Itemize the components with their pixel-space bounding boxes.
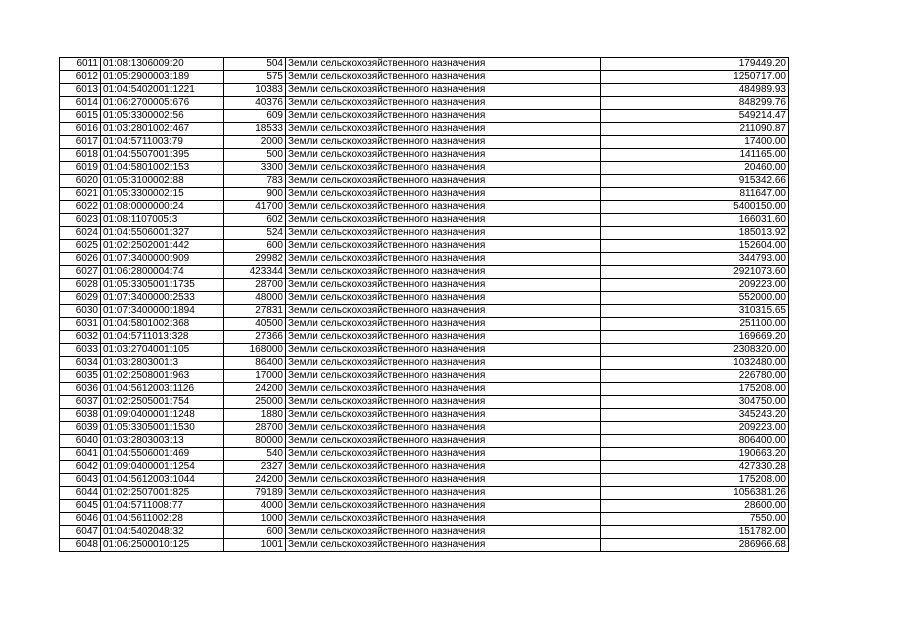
cadastral-number-cell: 01:04:5402001:1221 <box>101 84 224 97</box>
area-cell: 900 <box>224 188 286 201</box>
cadastral-number-cell: 01:04:5711008:77 <box>101 500 224 513</box>
table-row <box>60 136 789 149</box>
land-category-cell: Земли сельскохозяйственного назначения <box>286 240 601 253</box>
cadastral-number-cell: 01:03:2801002:467 <box>101 123 224 136</box>
cadastral-value-cell: 20460.00 <box>601 162 789 175</box>
cadastral-number-cell: 01:02:2502001:442 <box>101 240 224 253</box>
row-number-cell: 6028 <box>60 279 101 292</box>
land-category-cell: Земли сельскохозяйственного назначения <box>286 266 601 279</box>
row-number-cell: 6017 <box>60 136 101 149</box>
cadastral-number-cell: 01:09:0400001:1248 <box>101 409 224 422</box>
cadastral-value-cell: 1032480.00 <box>601 357 789 370</box>
row-number-cell: 6019 <box>60 162 101 175</box>
area-cell: 575 <box>224 71 286 84</box>
area-cell: 1880 <box>224 409 286 422</box>
row-number-cell: 6046 <box>60 513 101 526</box>
table-row <box>60 279 789 292</box>
cadastral-number-cell: 01:04:5612003:1044 <box>101 474 224 487</box>
area-cell: 4000 <box>224 500 286 513</box>
row-number-cell: 6035 <box>60 370 101 383</box>
cadastral-value-cell: 151782.00 <box>601 526 789 539</box>
cadastral-value-cell: 251100.00 <box>601 318 789 331</box>
cadastral-number-cell: 01:05:2900003:189 <box>101 71 224 84</box>
table-row <box>60 383 789 396</box>
table-row <box>60 539 789 552</box>
table-row <box>60 97 789 110</box>
table-row <box>60 318 789 331</box>
land-category-cell: Земли сельскохозяйственного назначения <box>286 292 601 305</box>
table-row <box>60 149 789 162</box>
row-number-cell: 6026 <box>60 253 101 266</box>
row-number-cell: 6016 <box>60 123 101 136</box>
land-category-cell: Земли сельскохозяйственного назначения <box>286 344 601 357</box>
table-row <box>60 409 789 422</box>
cadastral-number-cell: 01:04:5506001:327 <box>101 227 224 240</box>
table-row <box>60 201 789 214</box>
area-cell: 609 <box>224 110 286 123</box>
land-category-cell: Земли сельскохозяйственного назначения <box>286 279 601 292</box>
cadastral-number-cell: 01:05:3300002:56 <box>101 110 224 123</box>
land-category-cell: Земли сельскохозяйственного назначения <box>286 253 601 266</box>
land-category-cell: Земли сельскохозяйственного назначения <box>286 539 601 552</box>
cadastral-value-cell: 484989.93 <box>601 84 789 97</box>
row-number-cell: 6048 <box>60 539 101 552</box>
land-category-cell: Земли сельскохозяйственного назначения <box>286 305 601 318</box>
row-number-cell: 6034 <box>60 357 101 370</box>
land-category-cell: Земли сельскохозяйственного назначения <box>286 318 601 331</box>
cadastral-value-cell: 1056381.26 <box>601 487 789 500</box>
table-row <box>60 240 789 253</box>
land-category-cell: Земли сельскохозяйственного назначения <box>286 383 601 396</box>
land-category-cell: Земли сельскохозяйственного назначения <box>286 71 601 84</box>
area-cell: 423344 <box>224 266 286 279</box>
cadastral-value-cell: 811647.00 <box>601 188 789 201</box>
area-cell: 24200 <box>224 383 286 396</box>
cadastral-number-cell: 01:04:5612003:1126 <box>101 383 224 396</box>
area-cell: 2327 <box>224 461 286 474</box>
cadastral-value-cell: 2308320.00 <box>601 344 789 357</box>
cadastral-number-cell: 01:04:5801002:368 <box>101 318 224 331</box>
row-number-cell: 6021 <box>60 188 101 201</box>
row-number-cell: 6043 <box>60 474 101 487</box>
row-number-cell: 6031 <box>60 318 101 331</box>
cadastral-number-cell: 01:05:3100002:88 <box>101 175 224 188</box>
table-row <box>60 422 789 435</box>
row-number-cell: 6012 <box>60 71 101 84</box>
area-cell: 2000 <box>224 136 286 149</box>
cadastral-value-cell: 1250717.00 <box>601 71 789 84</box>
land-category-cell: Земли сельскохозяйственного назначения <box>286 97 601 110</box>
cadastral-value-cell: 286966.68 <box>601 539 789 552</box>
area-cell: 25000 <box>224 396 286 409</box>
row-number-cell: 6029 <box>60 292 101 305</box>
area-cell: 27366 <box>224 331 286 344</box>
row-number-cell: 6039 <box>60 422 101 435</box>
cadastral-value-cell: 848299.76 <box>601 97 789 110</box>
cadastral-value-cell: 806400.00 <box>601 435 789 448</box>
land-category-cell: Земли сельскохозяйственного назначения <box>286 448 601 461</box>
cadastral-number-cell: 01:04:5711013:328 <box>101 331 224 344</box>
cadastral-number-cell: 01:07:3400000:2533 <box>101 292 224 305</box>
cadastral-value-cell: 185013.92 <box>601 227 789 240</box>
table-row <box>60 331 789 344</box>
row-number-cell: 6020 <box>60 175 101 188</box>
cadastral-number-cell: 01:08:0000000:24 <box>101 201 224 214</box>
area-cell: 28700 <box>224 422 286 435</box>
cadastral-value-cell: 17400.00 <box>601 136 789 149</box>
land-category-cell: Земли сельскохозяйственного назначения <box>286 370 601 383</box>
row-number-cell: 6045 <box>60 500 101 513</box>
table-row <box>60 123 789 136</box>
table-row <box>60 84 789 97</box>
land-category-cell: Земли сельскохозяйственного назначения <box>286 331 601 344</box>
area-cell: 540 <box>224 448 286 461</box>
area-cell: 79189 <box>224 487 286 500</box>
table-row <box>60 474 789 487</box>
cadastral-value-cell: 209223.00 <box>601 279 789 292</box>
area-cell: 783 <box>224 175 286 188</box>
table-row <box>60 175 789 188</box>
row-number-cell: 6013 <box>60 84 101 97</box>
table-row <box>60 448 789 461</box>
row-number-cell: 6044 <box>60 487 101 500</box>
area-cell: 3300 <box>224 162 286 175</box>
cadastral-number-cell: 01:02:2507001:825 <box>101 487 224 500</box>
row-number-cell: 6011 <box>60 58 101 71</box>
land-category-cell: Земли сельскохозяйственного назначения <box>286 188 601 201</box>
land-category-cell: Земли сельскохозяйственного назначения <box>286 526 601 539</box>
cadastral-number-cell: 01:02:2505001:754 <box>101 396 224 409</box>
cadastral-value-cell: 310315.65 <box>601 305 789 318</box>
table-row <box>60 435 789 448</box>
land-category-cell: Земли сельскохозяйственного назначения <box>286 513 601 526</box>
cadastral-number-cell: 01:06:2500010:125 <box>101 539 224 552</box>
table-row <box>60 188 789 201</box>
area-cell: 602 <box>224 214 286 227</box>
table-row <box>60 526 789 539</box>
table-row <box>60 292 789 305</box>
row-number-cell: 6032 <box>60 331 101 344</box>
cadastral-value-cell: 179449.20 <box>601 58 789 71</box>
table-row <box>60 357 789 370</box>
area-cell: 168000 <box>224 344 286 357</box>
area-cell: 10383 <box>224 84 286 97</box>
cadastral-number-cell: 01:09:0400001:1254 <box>101 461 224 474</box>
area-cell: 80000 <box>224 435 286 448</box>
area-cell: 86400 <box>224 357 286 370</box>
table-row <box>60 227 789 240</box>
area-cell: 41700 <box>224 201 286 214</box>
area-cell: 1000 <box>224 513 286 526</box>
table-body <box>60 58 789 552</box>
table-row <box>60 396 789 409</box>
cadastral-number-cell: 01:06:2800004:74 <box>101 266 224 279</box>
spreadsheet-page <box>59 57 789 552</box>
table-row <box>60 58 789 71</box>
row-number-cell: 6015 <box>60 110 101 123</box>
land-category-cell: Земли сельскохозяйственного назначения <box>286 149 601 162</box>
land-category-cell: Земли сельскохозяйственного назначения <box>286 136 601 149</box>
row-number-cell: 6038 <box>60 409 101 422</box>
row-number-cell: 6025 <box>60 240 101 253</box>
area-cell: 48000 <box>224 292 286 305</box>
row-number-cell: 6023 <box>60 214 101 227</box>
cadastral-number-cell: 01:07:3400000:1894 <box>101 305 224 318</box>
area-cell: 28700 <box>224 279 286 292</box>
land-category-cell: Земли сельскохозяйственного назначения <box>286 500 601 513</box>
cadastral-value-cell: 209223.00 <box>601 422 789 435</box>
row-number-cell: 6022 <box>60 201 101 214</box>
cadastral-number-cell: 01:03:2704001:105 <box>101 344 224 357</box>
table-row <box>60 513 789 526</box>
area-cell: 40500 <box>224 318 286 331</box>
area-cell: 24200 <box>224 474 286 487</box>
row-number-cell: 6027 <box>60 266 101 279</box>
area-cell: 29982 <box>224 253 286 266</box>
cadastral-number-cell: 01:07:3400000:909 <box>101 253 224 266</box>
cadastral-number-cell: 01:04:5711003:79 <box>101 136 224 149</box>
cadastral-value-cell: 141165.00 <box>601 149 789 162</box>
cadastral-value-cell: 549214.47 <box>601 110 789 123</box>
land-category-cell: Земли сельскохозяйственного назначения <box>286 214 601 227</box>
land-category-cell: Земли сельскохозяйственного назначения <box>286 162 601 175</box>
cadastral-number-cell: 01:08:1107005:3 <box>101 214 224 227</box>
table-row <box>60 162 789 175</box>
cadastral-number-cell: 01:04:5507001:395 <box>101 149 224 162</box>
area-cell: 500 <box>224 149 286 162</box>
land-category-cell: Земли сельскохозяйственного назначения <box>286 474 601 487</box>
table-row <box>60 266 789 279</box>
row-number-cell: 6018 <box>60 149 101 162</box>
table-row <box>60 487 789 500</box>
cadastral-value-cell: 152604.00 <box>601 240 789 253</box>
cadastral-value-cell: 175208.00 <box>601 383 789 396</box>
row-number-cell: 6036 <box>60 383 101 396</box>
cadastral-value-cell: 7550.00 <box>601 513 789 526</box>
land-category-cell: Земли сельскохозяйственного назначения <box>286 84 601 97</box>
row-number-cell: 6030 <box>60 305 101 318</box>
cadastral-value-cell: 2921073.60 <box>601 266 789 279</box>
table-row <box>60 71 789 84</box>
area-cell: 504 <box>224 58 286 71</box>
land-category-cell: Земли сельскохозяйственного назначения <box>286 175 601 188</box>
cadastral-number-cell: 01:08:1306009:20 <box>101 58 224 71</box>
land-category-cell: Земли сельскохозяйственного назначения <box>286 487 601 500</box>
land-category-cell: Земли сельскохозяйственного назначения <box>286 435 601 448</box>
cadastral-value-cell: 169669.20 <box>601 331 789 344</box>
cadastral-number-cell: 01:05:3305001:1735 <box>101 279 224 292</box>
land-category-cell: Земли сельскохозяйственного назначения <box>286 461 601 474</box>
row-number-cell: 6040 <box>60 435 101 448</box>
land-category-cell: Земли сельскохозяйственного назначения <box>286 201 601 214</box>
cadastral-value-cell: 211090.87 <box>601 123 789 136</box>
land-registry-table <box>59 57 789 552</box>
cadastral-value-cell: 915342.66 <box>601 175 789 188</box>
cadastral-number-cell: 01:06:2700005:676 <box>101 97 224 110</box>
table-row <box>60 344 789 357</box>
area-cell: 17000 <box>224 370 286 383</box>
row-number-cell: 6037 <box>60 396 101 409</box>
cadastral-value-cell: 552000.00 <box>601 292 789 305</box>
cadastral-value-cell: 190663.20 <box>601 448 789 461</box>
land-category-cell: Земли сельскохозяйственного назначения <box>286 58 601 71</box>
cadastral-value-cell: 5400150.00 <box>601 201 789 214</box>
cadastral-value-cell: 345243.20 <box>601 409 789 422</box>
row-number-cell: 6033 <box>60 344 101 357</box>
table-row <box>60 370 789 383</box>
cadastral-number-cell: 01:05:3300002:15 <box>101 188 224 201</box>
row-number-cell: 6014 <box>60 97 101 110</box>
land-category-cell: Земли сельскохозяйственного назначения <box>286 110 601 123</box>
table-row <box>60 500 789 513</box>
table-row <box>60 110 789 123</box>
table-row <box>60 305 789 318</box>
row-number-cell: 6041 <box>60 448 101 461</box>
cadastral-number-cell: 01:03:2803001:3 <box>101 357 224 370</box>
table-row <box>60 214 789 227</box>
area-cell: 27831 <box>224 305 286 318</box>
cadastral-value-cell: 304750.00 <box>601 396 789 409</box>
area-cell: 600 <box>224 526 286 539</box>
cadastral-value-cell: 166031.60 <box>601 214 789 227</box>
cadastral-value-cell: 28600.00 <box>601 500 789 513</box>
area-cell: 524 <box>224 227 286 240</box>
cadastral-number-cell: 01:05:3305001:1530 <box>101 422 224 435</box>
cadastral-value-cell: 427330.28 <box>601 461 789 474</box>
area-cell: 600 <box>224 240 286 253</box>
cadastral-value-cell: 226780.00 <box>601 370 789 383</box>
cadastral-number-cell: 01:04:5611002:28 <box>101 513 224 526</box>
area-cell: 40376 <box>224 97 286 110</box>
land-category-cell: Земли сельскохозяйственного назначения <box>286 396 601 409</box>
row-number-cell: 6042 <box>60 461 101 474</box>
land-category-cell: Земли сельскохозяйственного назначения <box>286 422 601 435</box>
land-category-cell: Земли сельскохозяйственного назначения <box>286 357 601 370</box>
cadastral-number-cell: 01:04:5402048:32 <box>101 526 224 539</box>
cadastral-value-cell: 344793.00 <box>601 253 789 266</box>
cadastral-value-cell: 175208.00 <box>601 474 789 487</box>
row-number-cell: 6024 <box>60 227 101 240</box>
table-row <box>60 253 789 266</box>
cadastral-number-cell: 01:03:2803003:13 <box>101 435 224 448</box>
area-cell: 18533 <box>224 123 286 136</box>
land-category-cell: Земли сельскохозяйственного назначения <box>286 409 601 422</box>
cadastral-number-cell: 01:04:5506001:469 <box>101 448 224 461</box>
area-cell: 1001 <box>224 539 286 552</box>
table-row <box>60 461 789 474</box>
cadastral-number-cell: 01:04:5801002:153 <box>101 162 224 175</box>
land-category-cell: Земли сельскохозяйственного назначения <box>286 227 601 240</box>
land-category-cell: Земли сельскохозяйственного назначения <box>286 123 601 136</box>
row-number-cell: 6047 <box>60 526 101 539</box>
cadastral-number-cell: 01:02:2508001:963 <box>101 370 224 383</box>
